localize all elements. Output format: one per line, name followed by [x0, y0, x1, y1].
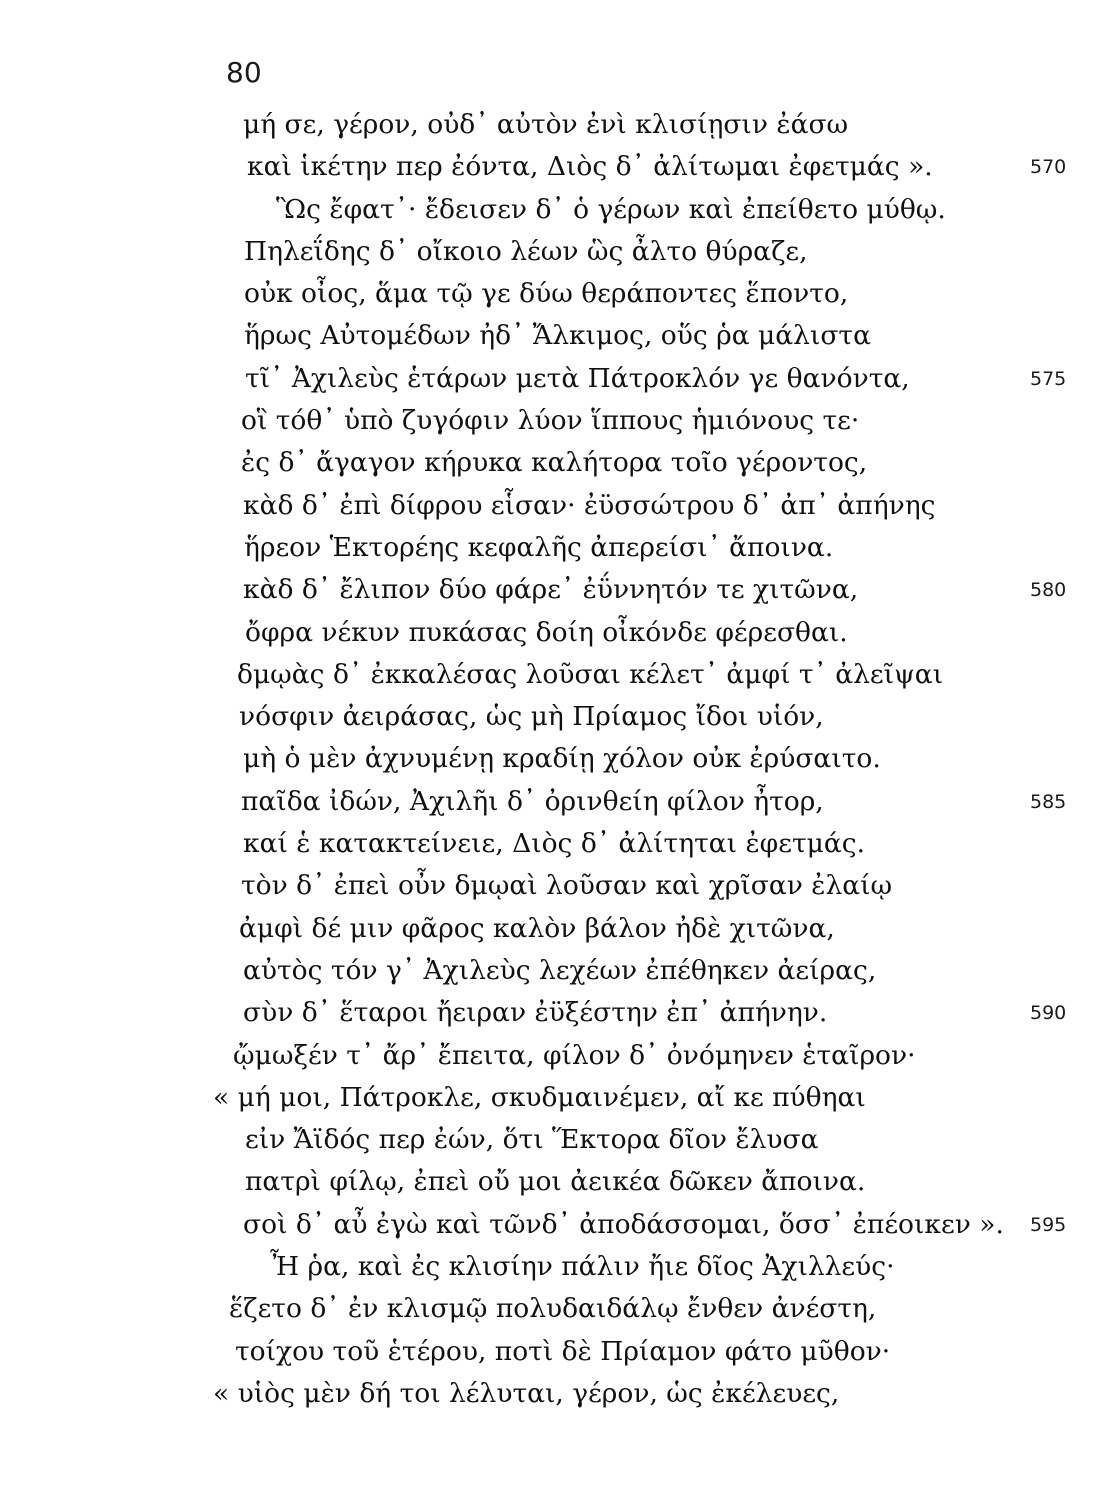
- verse-line: [0, 1331, 1111, 1373]
- verse-text: οἳ τόθ᾽ ὑπὸ ζυγόφιν λύον ἵππους ἡμιόνους τε·: [241, 405, 860, 437]
- line-number: 580: [1030, 579, 1067, 602]
- verse-text: κὰδ δ᾽ ἔλιπον δύο φάρε᾽ ἐΰννητόν τε χιτῶνα,: [243, 574, 859, 606]
- verse-line: [0, 358, 1111, 400]
- verse-line: [0, 612, 1111, 654]
- verse-text: πατρὶ φίλῳ, ἐπεὶ οὔ μοι ἀεικέα δῶκεν ἄποινα.: [245, 1166, 866, 1198]
- verse-line: [0, 231, 1111, 273]
- verse-line: [0, 400, 1111, 442]
- verse-text: παῖδα ἰδών, Ἀχιλῆι δ᾽ ὀρινθείη φίλον ἦτορ,: [241, 785, 824, 817]
- verse-line: [0, 1161, 1111, 1203]
- verse-line: [0, 1035, 1111, 1077]
- verse-text: ἥρεον Ἑκτορέης κεφαλῆς ἀπερείσι᾽ ἄποινα.: [244, 531, 834, 563]
- line-number: 590: [1030, 1002, 1067, 1025]
- verse-text: ἕζετο δ᾽ ἐν κλισμῷ πολυδαιδάλῳ ἔνθεν ἀνέστη,: [229, 1293, 877, 1325]
- verse-text: Ὣς ἔφατ᾽· ἔδεισεν δ᾽ ὁ γέρων καὶ ἐπείθετο μύθῳ.: [276, 193, 946, 225]
- line-number: 575: [1030, 367, 1067, 390]
- verse-text: σοὶ δ᾽ αὖ ἐγὼ καὶ τῶνδ᾽ ἀποδάσσομαι, ὅσσ᾽ ἐπέοικεν ».: [243, 1208, 1004, 1240]
- verse-text: νόσφιν ἀειράσας, ὡς μὴ Πρίαμος ἴδοι υἱόν,: [239, 701, 824, 733]
- verse-line: [0, 485, 1111, 527]
- line-number: 585: [1030, 790, 1067, 813]
- poem-text: [0, 104, 1111, 1415]
- verse-line: [0, 950, 1111, 992]
- page-number: 80: [226, 56, 262, 89]
- verse-text: Ἦ ῥα, καὶ ἐς κλισίην πάλιν ἤιε δῖος Ἀχιλλεύς·: [270, 1251, 895, 1283]
- verse-line: [0, 146, 1111, 188]
- verse-text: τὸν δ᾽ ἐπεὶ οὖν δμῳαὶ λοῦσαν καὶ χρῖσαν ἐλαίῳ: [241, 870, 893, 902]
- verse-line: [0, 654, 1111, 696]
- verse-line: [0, 1288, 1111, 1330]
- verse-text: τοίχου τοῦ ἑτέρου, ποτὶ δὲ Πρίαμον φάτο μῦθον·: [235, 1335, 891, 1367]
- verse-line: [0, 1246, 1111, 1288]
- verse-text: δμῳὰς δ᾽ ἐκκαλέσας λοῦσαι κέλετ᾽ ἀμφί τ᾽ ἀλεῖψαι: [237, 658, 944, 690]
- verse-text: οὐκ οἶος, ἅμα τῷ γε δύω θεράποντες ἕποντο,: [244, 278, 849, 310]
- verse-line: [0, 273, 1111, 315]
- verse-text: μή σε, γέρον, οὐδ᾽ αὐτὸν ἐνὶ κλισίῃσιν ἐάσω: [243, 109, 849, 140]
- verse-line: [0, 527, 1111, 569]
- line-number: 595: [1030, 1213, 1067, 1236]
- verse-line: [0, 1077, 1111, 1119]
- verse-text: Πηλεΐδης δ᾽ οἴκοιο λέων ὣς ἆλτο θύραζε,: [244, 235, 808, 267]
- verse-text: ἀμφὶ δέ μιν φᾶρος καλὸν βάλον ἠδὲ χιτῶνα,: [239, 912, 835, 944]
- verse-line: [0, 823, 1111, 865]
- verse-text: σὺν δ᾽ ἕταροι ἤειραν ἐϋξέστην ἐπ᾽ ἀπήνην.: [243, 997, 828, 1029]
- verse-text: ἐς δ᾽ ἄγαγον κήρυκα καλήτορα τοῖο γέροντος,: [241, 447, 868, 479]
- verse-line: [0, 781, 1111, 823]
- verse-line: [0, 865, 1111, 907]
- verse-line: [0, 696, 1111, 738]
- verse-text: εἰν Ἄϊδός περ ἐών, ὅτι Ἕκτορα δῖον ἔλυσα: [245, 1124, 819, 1156]
- verse-text: μὴ ὁ μὲν ἀχνυμένῃ κραδίῃ χόλον οὐκ ἐρύσαιτο.: [243, 743, 881, 775]
- verse-text: κὰδ δ᾽ ἐπὶ δίφρου εἷσαν· ἐϋσσώτρου δ᾽ ἀπ᾽ ἀπήνης: [243, 489, 936, 521]
- verse-text: καί ἑ κατακτείνειε, Διὸς δ᾽ ἀλίτηται ἐφετμάς.: [243, 828, 865, 860]
- verse-line: [0, 189, 1111, 231]
- verse-line: [0, 104, 1111, 146]
- verse-line: [0, 1119, 1111, 1161]
- verse-line: [0, 992, 1111, 1034]
- verse-line: [0, 908, 1111, 950]
- verse-line: [0, 315, 1111, 357]
- verse-text: « μή μοι, Πάτροκλε, σκυδμαινέμεν, αἴ κε πύθηαι: [213, 1081, 866, 1113]
- verse-text: τῖ᾽ Ἀχιλεὺς ἑτάρων μετὰ Πάτροκλόν γε θανόντα,: [245, 362, 910, 394]
- verse-line: [0, 1204, 1111, 1246]
- verse-line: [0, 442, 1111, 484]
- verse-text: καὶ ἱκέτην περ ἐόντα, Διὸς δ᾽ ἀλίτωμαι ἐφετμάς ».: [247, 151, 933, 183]
- verse-text: αὐτὸς τόν γ᾽ Ἀχιλεὺς λεχέων ἐπέθηκεν ἀείρας,: [243, 954, 877, 986]
- verse-text: ὄφρα νέκυν πυκάσας δοίη οἶκόνδε φέρεσθαι.: [245, 616, 848, 648]
- verse-text: ἥρως Αὐτομέδων ἠδ᾽ Ἄλκιμος, οὕς ῥα μάλιστα: [244, 320, 871, 352]
- verse-line: [0, 1373, 1111, 1415]
- verse-text: ᾤμωξέν τ᾽ ἄρ᾽ ἔπειτα, φίλον δ᾽ ὀνόμηνεν ἑταῖρον·: [233, 1039, 916, 1071]
- verse-line: [0, 569, 1111, 611]
- line-number: 570: [1030, 156, 1067, 179]
- verse-text: « υἱὸς μὲν δή τοι λέλυται, γέρον, ὡς ἐκέλευες,: [213, 1377, 840, 1409]
- verse-line: [0, 738, 1111, 780]
